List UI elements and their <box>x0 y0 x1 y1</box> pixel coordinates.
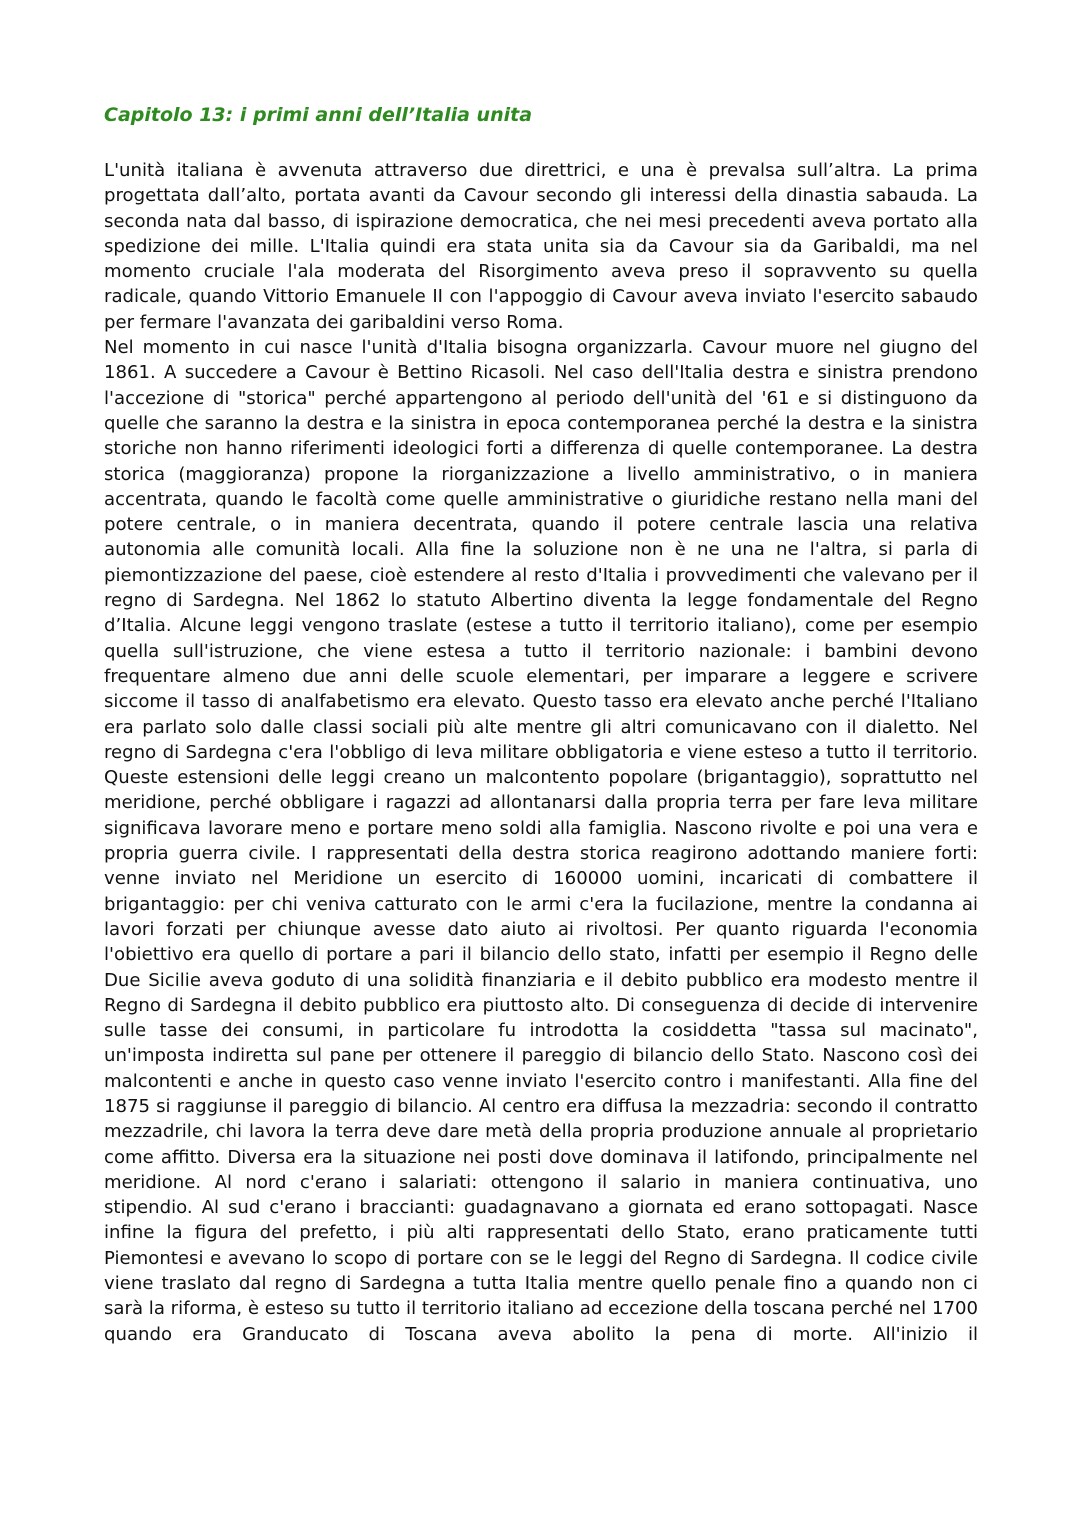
paragraph-organization: Nel momento in cui nasce l'unità d'Italia bisogna organizzarla. Cavour muore nel giugno del 1861. A succedere a Cavour è Bettino Ricasoli. Nel caso dell'Italia destra e sinistra prendono l'accezione di "storica" perché appartengono al periodo dell'unità del '61 e si distinguono da quelle che saranno la destra e la sinistra in epoca contemporanea perché la destra e la sinistra storiche non hanno riferimenti ideologici forti a differenza di quelle contemporanee. La destra storica (maggioranza) propone la riorganizzazione a livello amministrativo, o in maniera accentrata, quando le facoltà come quelle amministrative o giuridiche restano nella mani del potere centrale, o in maniera decentrata, quando il potere centrale lascia una relativa autonomia alle comunità locali. Alla fine la soluzione non è ne una ne l'altra, si parla di piemontizzazione del paese, cioè estendere al resto d'Italia i provvedimenti che valevano per il regno di Sardegna. Nel 1862 lo statuto Albertino diventa la legge fondamentale del Regno d’Italia. Alcune leggi vengono traslate (estese a tutto il territorio italiano), come per esempio quella sull'istruzione, che viene estesa a tutto il territorio nazionale: i bambini devono frequentare almeno due anni delle scuole elementari, per imparare a leggere e scrivere siccome il tasso di analfabetismo era elevato. Questo tasso era elevato anche perché l'Italiano era parlato solo dalle classi sociali più alte mentre gli altri comunicavano con il dialetto. Nel regno di Sardegna c'era l'obbligo di leva militare obbligatoria e viene esteso a tutto il territorio. Queste estensioni delle leggi creano un malcontento popolare (brigantaggio), soprattutto nel meridione, perché obbligare i ragazzi ad allontanarsi dalla propria terra per fare leva militare significava lavorare meno e portare meno soldi alla famiglia. Nascono rivolte e poi una vera e propria guerra civile. I rappresentati della destra storica reagirono adottando maniere forti: venne inviato nel Meridione un esercito di 160000 uomini, incaricati di combattere il brigantaggio: per chi veniva catturato con le armi c'era la fucilazione, mentre la condanna ai lavori forzati per chiunque avesse dato aiuto ai rivoltosi. Per quanto riguarda l'economia l'obiettivo era quello di portare a pari il bilancio dello stato, infatti per esempio il Regno delle Due Sicilie aveva goduto di una solidità finanziaria e il debito pubblico era modesto mentre il Regno di Sardegna il debito pubblico era piuttosto alto. Di conseguenza di decide di intervenire sulle tasse dei consumi, in particolare fu introdotta la cosiddetta "tassa sul macinato", un'imposta indiretta sul pane per ottenere il pareggio di bilancio dello Stato. Nascono così dei malcontenti e anche in questo caso venne inviato l'esercito contro i manifestanti. Alla fine del 1875 si raggiunse il pareggio di bilancio. Al centro era diffusa la mezzadria: secondo il contratto mezzadrile, chi lavora la terra deve dare metà della propria produzione annuale al proprietario come affitto. Diversa era la situazione nei posti dove dominava il latifondo, principalmente nel meridione. Al nord c'erano i salariati: ottengono il salario in maniera continuativa, uno stipendio. Al sud c'erano i braccianti: guadagnavano a giornata ed erano sottopagati. Nasce infine la figura del prefetto, i più alti rappresentati dello Stato, erano praticamente tutti Piemontesi e avevano lo scopo di portare con se le leggi del Regno di Sardegna. Il codice civile viene traslato dal regno di Sardegna a tutta Italia mentre quello penale fino a quando non ci sarà la riforma, è esteso su tutto il territorio italiano ad eccezione della toscana perché nel 1700 quando era Granducato di Toscana aveva abolito la pena di morte. All'inizio il <box>104 337 979 1345</box>
chapter-body <box>104 158 978 1347</box>
chapter-title: Capitolo 13: i primi anni dell’Italia unita <box>104 104 533 126</box>
paragraph-unification: L'unità italiana è avvenuta attraverso due direttrici, e una è prevalsa sull’altra. La prima progettata dall’alto, portata avanti da Cavour secondo gli interessi della dinastia sabauda. La seconda nata dal basso, di ispirazione democratica, che nei mesi precedenti aveva portato alla spedizione dei mille. L'Italia quindi era stata unita sia da Cavour sia da Garibaldi, ma nel momento cruciale l'ala moderata del Risorgimento aveva preso il sopravvento su quella radicale, quando Vittorio Emanuele II con l'appoggio di Cavour aveva inviato l'esercito sabaudo per fermare l'avanzata dei garibaldini verso Roma. <box>104 160 978 333</box>
